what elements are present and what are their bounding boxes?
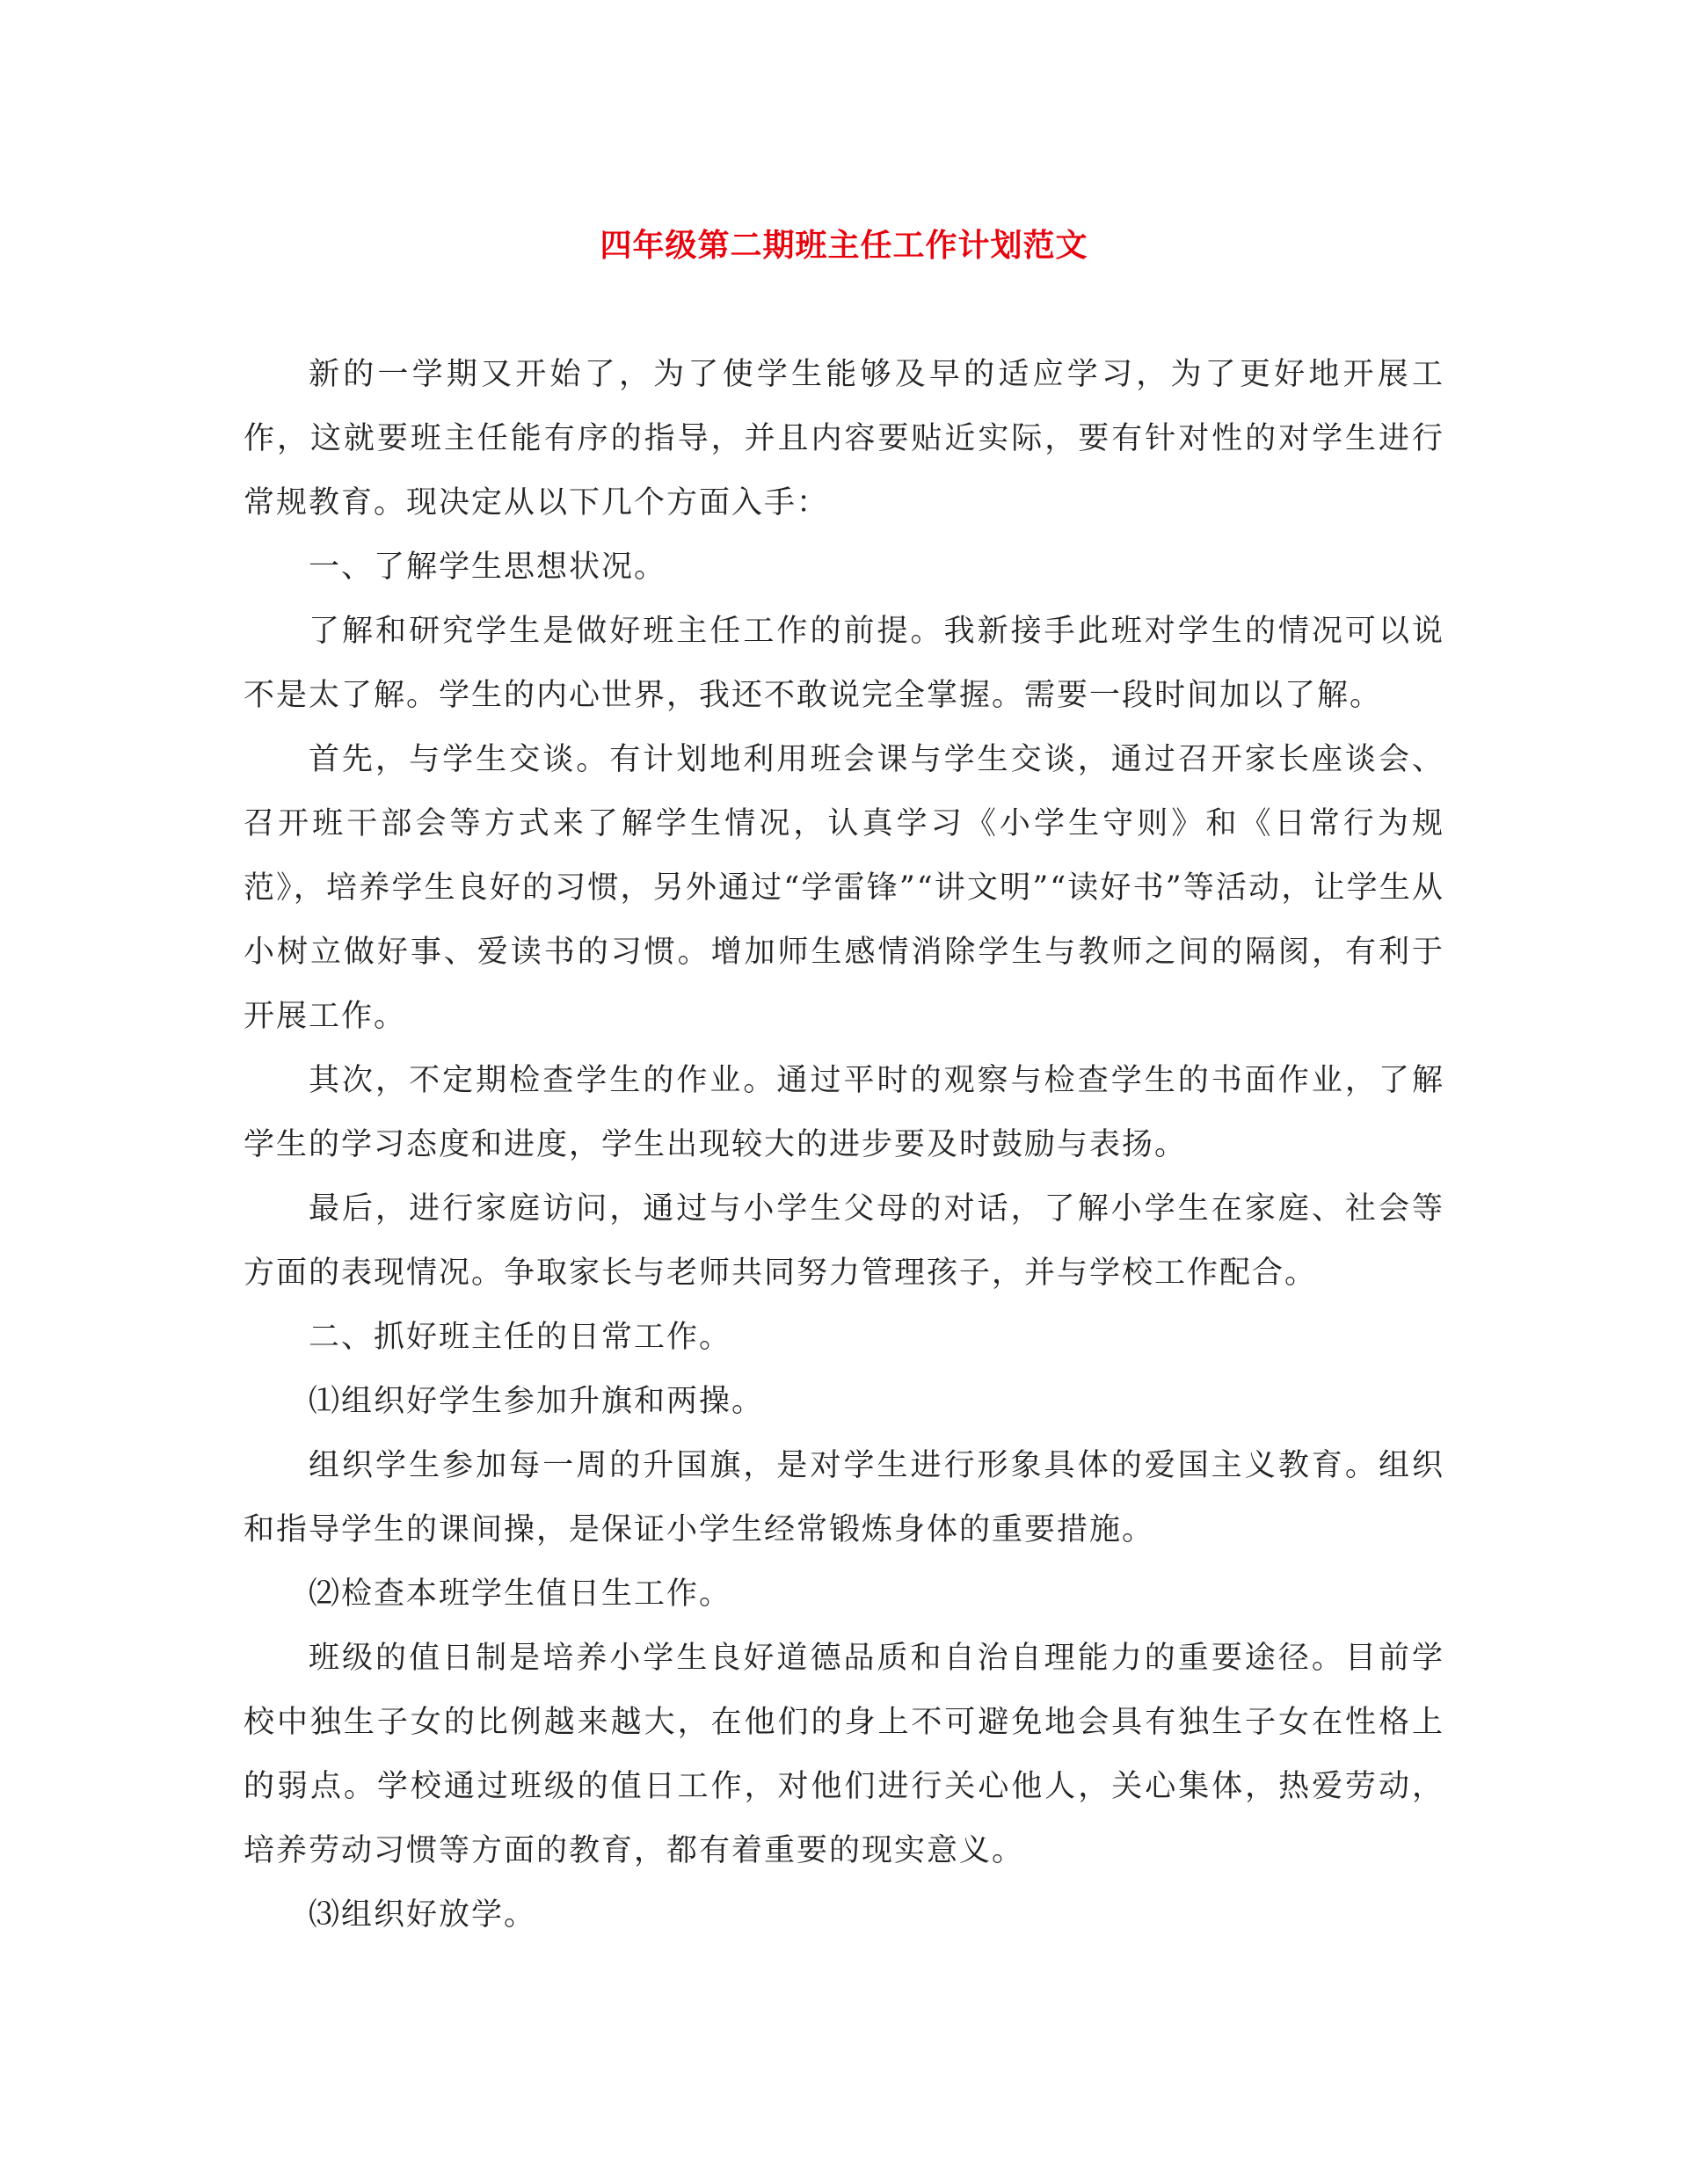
paragraph-understand-students: 了解和研究学生是做好班主任工作的前提。我新接手此班对学生的情况可以说不是太了解。学生的内心世界，我还不敢说完全掌握。需要一段时间加以了解。 [244,614,1444,713]
paragraph-second-homework: 其次，不定期检查学生的作业。通过平时的观察与检查学生的书面作业，了解学生的学习态度和进度，学生出现较大的进步要及时鼓励与表扬。 [244,1063,1444,1162]
paragraph-item-2-heading: ⑵检查本班学生值日生工作。 [309,1576,732,1612]
document-title: 四年级第二期班主任工作计划范文 [600,227,1088,264]
paragraph-item-1-heading: ⑴组织好学生参加升旗和两操。 [309,1384,765,1419]
document-body [244,343,1444,1947]
paragraph-intro: 新的一学期又开始了，为了使学生能够及早的适应学习，为了更好地开展工作，这就要班主任能有序的指导，并且内容要贴近实际，要有针对性的对学生进行常规教育。现决定从以下几个方面入手： [244,357,1444,521]
paragraph-last-home-visit: 最后，进行家庭访问，通过与小学生父母的对话，了解小学生在家庭、社会等方面的表现情况。争取家长与老师共同努力管理孩子，并与学校工作配合。 [244,1191,1444,1291]
paragraph-item-1-body: 组织学生参加每一周的升国旗，是对学生进行形象具体的爱国主义教育。组织和指导学生的课间操，是保证小学生经常锻炼身体的重要措施。 [244,1448,1444,1547]
paragraph-item-2-body: 班级的值日制是培养小学生良好道德品质和自治自理能力的重要途径。目前学校中独生子女的比例越来越大，在他们的身上不可避免地会具有独生子女在性格上的弱点。学校通过班级的值日工作，对他们进行关心他人，关心集体，热爱劳动，培养劳动习惯等方面的教育，都有着重要的现实意义。 [244,1641,1444,1868]
paragraph-item-3-heading: ⑶组织好放学。 [309,1897,537,1933]
paragraph-section-1-heading: 一、了解学生思想状况。 [309,550,667,585]
paragraph-first-talk: 首先，与学生交谈。有计划地利用班会课与学生交谈，通过召开家长座谈会、召开班干部会等方式来了解学生情况，认真学习《小学生守则》和《日常行为规范》，培养学生良好的习惯，另外通过“学雷锋”“讲文明”“读好书”等活动，让学生从小树立做好事、爱读书的习惯。增加师生感情消除学生与教师之间的隔阂，有利于开展工作。 [244,742,1444,1034]
paragraph-section-2-heading: 二、抓好班主任的日常工作。 [309,1320,732,1355]
